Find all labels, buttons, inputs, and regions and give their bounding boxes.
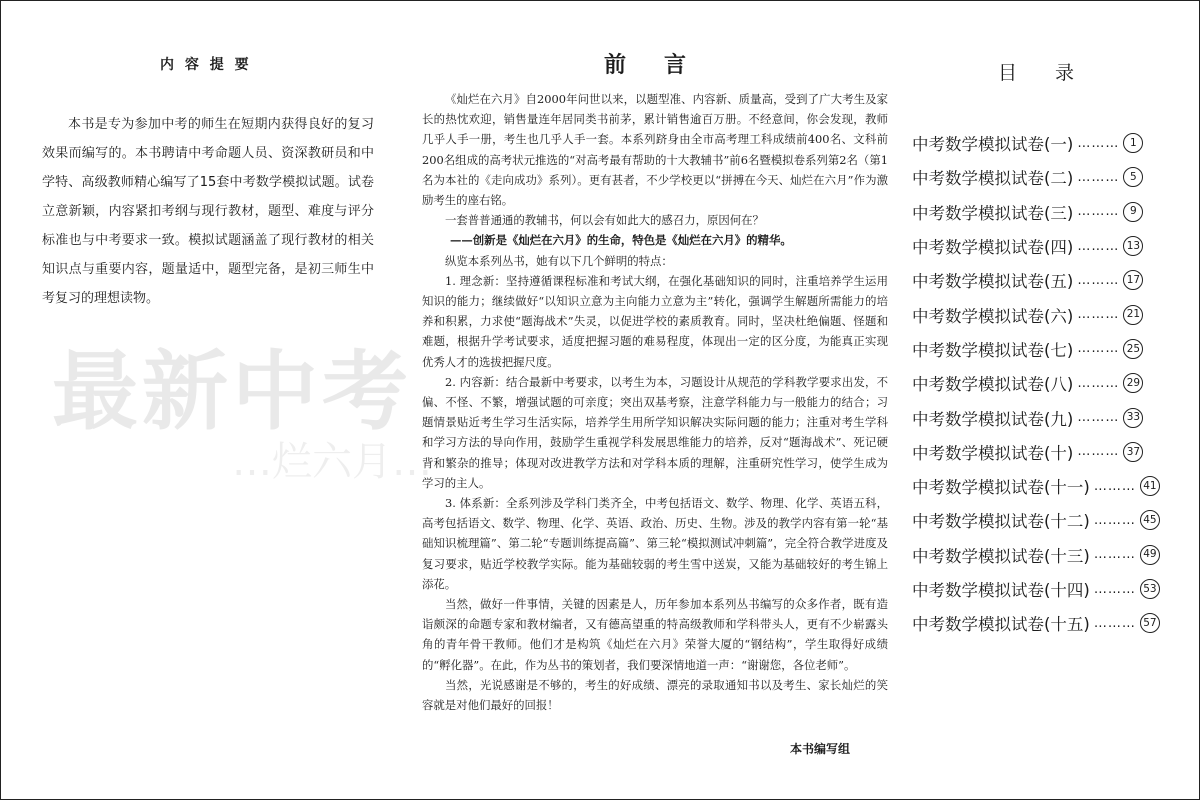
toc-page-number: 49 (1140, 545, 1160, 565)
toc-page-number: 45 (1140, 510, 1160, 530)
toc-item-label: 中考数学模拟试卷(八) (912, 375, 1074, 395)
toc-leader-dots: ……… (1093, 478, 1136, 494)
toc-page-number: 29 (1123, 373, 1143, 393)
table-of-contents-page (900, 0, 1200, 800)
preface-paragraph: 《灿烂在六月》自2000年问世以来，以题型准、内容新、质量高，受到了广大考生及家长的热忱欢迎，销售量连年居同类书前茅，累计销售逾百万册。不经意间，你会发现，教师几乎人手一册，考生也几乎人手一套。本系列跻身由全市高考理工科成绩前400名、文科前200名组成的高考状元推选的“对高考最有帮助的十大教辅书”前6名暨模拟卷系列第2名（第1名为本社的《走向成功》系列）。更有甚者，不少学校更以“拼搏在今天、灿烂在六月”作为激励考生的座右铭。 (422, 92, 888, 208)
toc-leader-dots: ……… (1093, 615, 1136, 631)
toc-item-3[interactable] (912, 195, 1182, 229)
background-watermark: 最新中考 (52, 342, 412, 442)
background-watermark-sub: …烂六月… (232, 439, 432, 485)
content-summary-text: 本书是专为参加中考的师生在短期内获得良好的复习效果而编写的。本书聘请中考命题人员、资深教研员和中学特、高级教师精心编写了15套中考数学模拟试题。试卷立意新颖，内容紧扣考纲与现行教材，题型、难度与评分标准也与中考要求一致。模拟试题涵盖了现行教材的相关知识点与重要内容，题量适中，题型完备，是初三师生中考复习的理想读物。 (42, 117, 374, 306)
toc-page-number: 13 (1123, 236, 1143, 256)
toc-item-label: 中考数学模拟试卷(十一) (912, 478, 1090, 498)
toc-item-8[interactable] (912, 366, 1182, 400)
toc-title: 目录 (998, 62, 1113, 84)
toc-page-number: 5 (1123, 167, 1143, 187)
content-summary-page (0, 0, 432, 800)
toc-item-label: 中考数学模拟试卷(三) (912, 203, 1074, 223)
toc-leader-dots: ……… (1077, 204, 1120, 220)
toc-page-number: 21 (1123, 305, 1143, 325)
content-summary-heading: 内 容 提 要 (160, 57, 252, 73)
toc-leader-dots: ……… (1093, 581, 1136, 597)
toc-leader-dots: ……… (1077, 135, 1120, 151)
preface-paragraph: 当然，光说感谢是不够的，考生的好成绩、漂亮的录取通知书以及考生、家长灿烂的笑容就是对他们最好的回报！ (422, 677, 888, 713)
toc-leader-dots: ……… (1093, 547, 1136, 563)
toc-item-11[interactable] (912, 469, 1182, 503)
toc-leader-dots: ……… (1077, 307, 1120, 323)
toc-page-number: 25 (1123, 339, 1143, 359)
preface-body (422, 89, 888, 715)
toc-leader-dots: ……… (1077, 238, 1120, 254)
toc-item-label: 中考数学模拟试卷(六) (912, 306, 1074, 326)
toc-item-7[interactable] (912, 332, 1182, 366)
toc-list (912, 126, 1182, 640)
toc-item-label: 中考数学模拟试卷(十四) (912, 581, 1090, 600)
toc-page-number: 41 (1140, 476, 1160, 496)
toc-item-6[interactable] (912, 297, 1182, 331)
toc-item-12[interactable] (912, 503, 1182, 537)
preface-paragraph: 当然，做好一件事情，关键的因素是人，历年参加本系列丛书编写的众多作者，既有造诣颇深的命题专家和教材编者，又有德高望重的特高级教师和学科带头人，更有不少崭露头角的青年骨干教师。他们才是构筑《灿烂在六月》荣誉大厦的“钢结构”，学生取得好成绩的“孵化器”。在此，作为丛书的策划者，我们要深情地道一声：“谢谢您，各位老师”。 (422, 597, 888, 672)
toc-item-label: 中考数学模拟试卷(十五) (912, 615, 1090, 635)
toc-item-14[interactable] (912, 572, 1182, 606)
preface-paragraph: 1. 理念新：坚持遵循课程标准和考试大纲，在强化基础知识的同时，注重培养学生运用知识的能力；继续做好“以知识立意为主向能力立意为主”转化，强调学生解题所需能力的培养和积累，力求使“题海战术”失灵，以促进学校的素质教育。同时，坚决杜绝偏题、怪题和难题，根据升学考试要求，适度把握习题的难易程度，体现出一定的区分度，为能真正实现优秀人才的选拔把握尺度。 (422, 273, 888, 369)
toc-page-number: 9 (1123, 202, 1143, 222)
preface-paragraph: 一套普普通通的教辅书，何以会有如此大的感召力，原因何在？ (445, 213, 764, 228)
toc-page-number: 37 (1123, 442, 1143, 462)
toc-item-label: 中考数学模拟试卷(十) (912, 443, 1074, 463)
toc-item-2[interactable] (912, 160, 1182, 194)
toc-page-number: 57 (1140, 613, 1160, 633)
preface-title: 前言 (603, 53, 724, 78)
toc-item-10[interactable] (912, 435, 1182, 469)
toc-item-15[interactable] (912, 606, 1182, 640)
preface-signature: 本书编写组 (790, 742, 851, 756)
toc-item-4[interactable] (912, 229, 1182, 263)
toc-leader-dots: ……… (1077, 341, 1120, 357)
toc-item-label: 中考数学模拟试卷(二) (912, 169, 1074, 189)
toc-leader-dots: ……… (1093, 512, 1136, 528)
toc-page-number: 53 (1140, 579, 1160, 599)
preface-paragraph: 纵览本系列丛书，她有以下几个鲜明的特点： (445, 253, 673, 268)
toc-item-1[interactable] (912, 126, 1182, 160)
preface-paragraph: 2. 内容新：结合最新中考要求，以考生为本，习题设计从规范的学科教学要求出发，不偏、不怪、不繁，增强试题的可亲度；突出双基考察，注意学科能力与一般能力的结合；习题情景贴近考生学习生活实际，培养学生用所学知识解决实际问题的能力；注重对考生学科和学习方法的导向作用，鼓励学生重视学科发展思维能力的培养，反对“题海战术”、死记硬背和繁杂的推导；体现对改进教学方法和对学科本质的理解，注重研究性学习，使学生成为学习的主人。 (422, 374, 888, 490)
toc-page-number: 33 (1123, 408, 1143, 428)
toc-item-9[interactable] (912, 400, 1182, 434)
toc-item-label: 中考数学模拟试卷(四) (912, 238, 1074, 258)
toc-item-13[interactable] (912, 538, 1182, 572)
toc-item-label: 中考数学模拟试卷(十三) (912, 546, 1090, 566)
toc-page-number: 1 (1123, 133, 1143, 153)
preface-page (390, 0, 900, 800)
toc-leader-dots: ……… (1077, 444, 1120, 460)
preface-quote: ——创新是《灿烂在六月》的生命，特色是《灿烂在六月》的精华。 (450, 233, 792, 248)
toc-leader-dots: ……… (1077, 410, 1120, 426)
toc-leader-dots: ……… (1077, 169, 1120, 185)
toc-item-label: 中考数学模拟试卷(七) (912, 340, 1074, 360)
toc-item-5[interactable] (912, 263, 1182, 297)
toc-leader-dots: ……… (1077, 375, 1120, 391)
toc-item-label: 中考数学模拟试卷(十二) (912, 512, 1090, 532)
toc-item-label: 中考数学模拟试卷(一) (912, 135, 1074, 155)
toc-item-label: 中考数学模拟试卷(五) (912, 272, 1074, 292)
preface-paragraph: 3. 体系新：全系列涉及学科门类齐全，中考包括语文、数学、物理、化学、英语五科，高考包括语文、数学、物理、化学、英语、政治、历史、生物。涉及的教学内容有第一轮“基础知识梳理篇”、第二轮“专题训练提高篇”、第三轮“模拟测试冲刺篇”，完全符合教学进度及复习要求，贴近学校教学实际。能为基础较弱的考生雪中送炭，又能为基础较好的考生锦上添花。 (422, 496, 888, 591)
toc-page-number: 17 (1123, 270, 1143, 290)
toc-leader-dots: ……… (1077, 272, 1120, 288)
toc-item-label: 中考数学模拟试卷(九) (912, 409, 1074, 429)
